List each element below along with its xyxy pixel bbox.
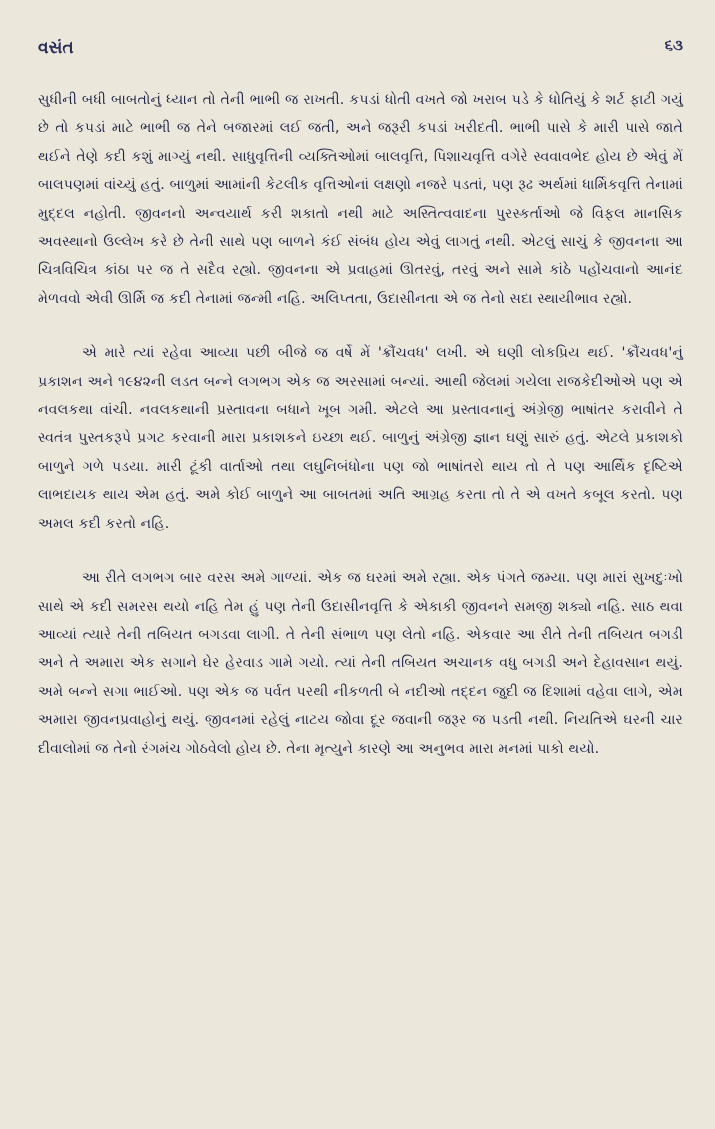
running-title: વસંત xyxy=(38,38,74,58)
paragraph-1: સુધીની બધી બાબતોનું ધ્યાન તો તેની ભાભી જ રાખતી. કપડાં ધોતી વખતે જો ખરાબ પડે કે ધોતિયું કે શર્ટ ફાટી ગયું છે તો કપડાં માટે ભાભી જ તેને બજારમાં લઈ જતી, અને જરૂરી કપડાં ખરીદતી. ભાભી પાસે કે મારી પાસે જાતે થઈને તેણે કદી કશું માગ્યું નથી. સાધુવૃત્તિની વ્યક્તિઓમાં બાલવૃત્તિ, પિશાચવૃત્તિ વગેરે સ્વવાવભેદ હોય છે એવું મેં બાલપણમાં વાંચ્યું હતું. બાળુમાં આમાંની કેટલીક વૃત્તિઓનાં લક્ષણો નજરે પડતાં, પણ રૂઢ અર્થમાં ધાર્મિકવૃત્તિ તેનામાં મુદ્દલ નહોતી. જીવનનો અન્વયાર્થ કરી શકાતો નથી માટે અસ્તિત્વવાદના પુરસ્કર્તાઓ જે વિફલ માનસિક અવસ્થાનો ઉલ્લેખ કરે છે તેની સાથે પણ બાળને કંઈ સંબંધ હોય એવું લાગતું નથી. એટલું સાચું કે જીવનના આ ચિત્રવિચિત્ર કાંઠા પર જ તે સદૈવ રહ્યો. જીવનના એ પ્રવાહમાં ઊતરવું, તરવું અને સામે કાંઠે પહોંચવાનો આનંદ મેળવવો એવી ઊર્મિ જ કદી તેનામાં જન્મી નહિ. અલિપ્તતા, ઉદાસીનતા એ જ તેનો સદા સ્થાયીભાવ રહ્યો. xyxy=(38,92,683,307)
body-text xyxy=(38,86,683,763)
paragraph-3: આ રીતે લગભગ બાર વરસ અમે ગાળ્યાં. એક જ ઘરમાં અમે રહ્યા. એક પંગતે જમ્યા. પણ મારાં સુખદુઃખો સાથે એ કદી સમરસ થયો નહિ તેમ હું પણ તેની ઉદાસીનવૃત્તિ કે એકાકી જીવનને સમજી શક્યો નહિ. સાઠ થવા આવ્યાં ત્યારે તેની તબિયત બગડવા લાગી. તે તેની સંભાળ પણ લેતો નહિ. એકવાર આ રીતે તેની તબિયત બગડી અને તે અમારા એક સગાને ઘેર હેરવાડ ગામે ગયો. ત્યાં તેની તબિયત અચાનક વધુ બગડી અને દેહાવસાન થયું. અમે બન્ને સગા ભાઈઓ. પણ એક જ પર્વત પરથી નીકળતી બે નદીઓ તદ્દન જુદી જ દિશામાં વહેવા લાગે, એમ અમારા જીવનપ્રવાહોનું થયું. જીવનમાં રહેલું નાટય જોવા દૂર જવાની જરૂર જ પડતી નથી. નિયતિએ ઘરની ચાર દીવાલોમાં જ તેનો રંગમંચ ગોઠવેલો હોય છે. તેના મૃત્યુને કારણે આ અનુભવ મારા મનમાં પાકો થયો. xyxy=(38,570,683,757)
paragraph-2: એ મારે ત્યાં રહેવા આવ્યા પછી બીજે જ વર્ષે મેં 'ક્રૌંચવધ' લખી. એ ઘણી લોકપ્રિય થઈ. 'ક્રૌંચવધ'નું પ્રકાશન અને ૧૯૪૨ની લડત બન્ને લગભગ એક જ અરસામાં બન્યાં. આથી જેલમાં ગયેલા રાજકેદીઓએ પણ એ નવલકથા વાંચી. નવલકથાની પ્રસ્તાવના બધાને ખૂબ ગમી. એટલે આ પ્રસ્તાવનાનું અંગ્રેજી ભાષાંતર કરાવીને તે સ્વતંત્ર પુસ્તકરૂપે પ્રગટ કરવાની મારા પ્રકાશકને ઇચ્છા થઈ. બાળુનું અંગ્રેજી જ્ઞાન ઘણું સારું હતું. એટલે પ્રકાશકો બાળુને ગળે પડયા. મારી ટૂંકી વાર્તાઓ તથા લઘુનિબંધોના પણ જો ભાષાંતરો થાય તો તે પણ આર્થિક દૃષ્ટિએ લાભદાયક થાય એમ હતું. અમે કોઈ બાળુને આ બાબતમાં અતિ આગ્રહ કરતા તો તે એ વખતે કબૂલ કરતો. પણ અમલ કદી કરતો નહિ. xyxy=(38,345,683,532)
page-number: ૬૩ xyxy=(664,36,683,54)
